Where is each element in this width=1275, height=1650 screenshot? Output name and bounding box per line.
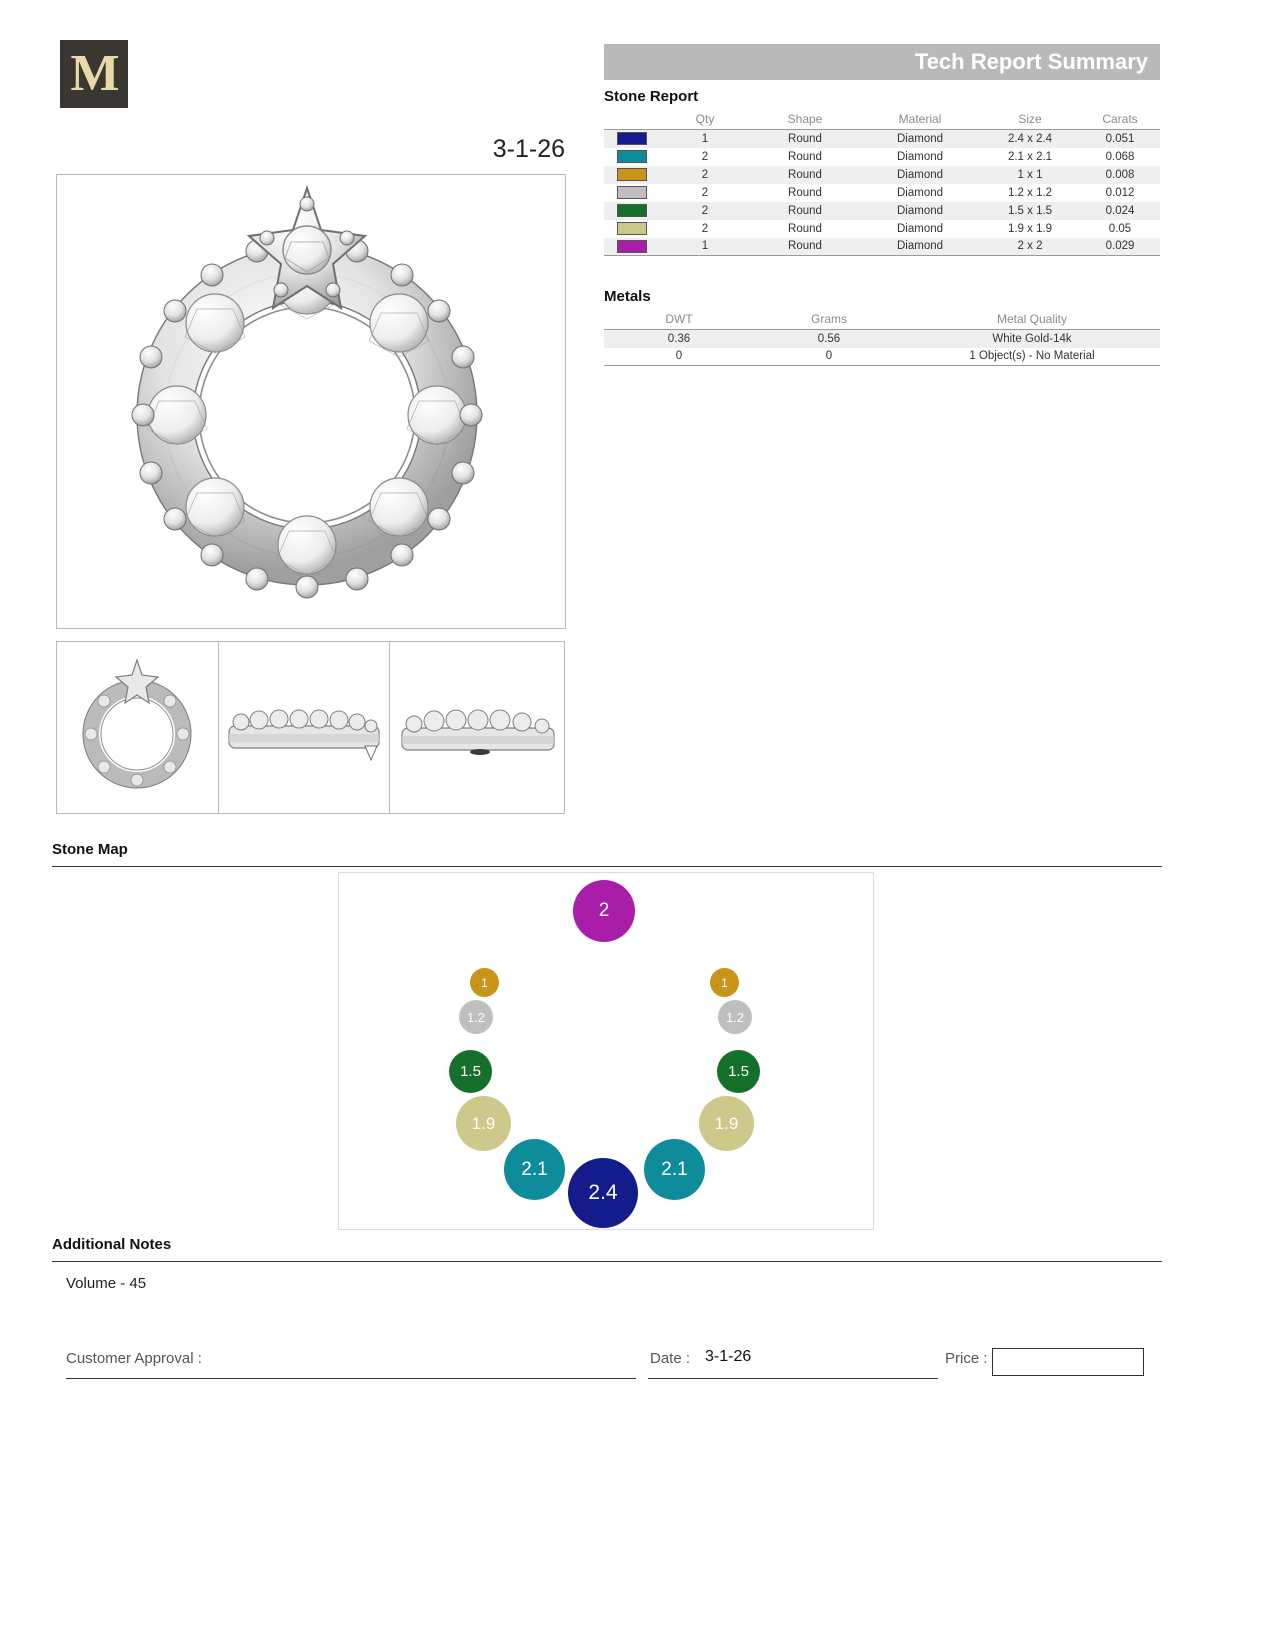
metal-quality: 1 Object(s) - No Material xyxy=(904,348,1160,366)
stone-qty: 2 xyxy=(701,186,709,199)
stone-color-swatch-cell xyxy=(604,220,660,238)
thumbnail-front-view xyxy=(56,641,219,814)
stone-qty: 2 xyxy=(701,204,709,217)
stone-size: 1.2 x 1.2 xyxy=(1007,186,1053,199)
table-row xyxy=(604,330,1160,348)
price-input[interactable] xyxy=(992,1348,1144,1376)
thumb-side1-svg xyxy=(219,642,389,813)
brand-logo xyxy=(60,40,128,108)
stone-shape: Round xyxy=(788,168,822,181)
stone-shape: Round xyxy=(788,204,822,217)
stone-map-dot: 1.2 xyxy=(459,1000,493,1034)
pendant-render xyxy=(57,175,565,628)
stone-color-swatch xyxy=(617,240,647,253)
stone-carats: 0.008 xyxy=(1105,168,1135,181)
stone-map-dot: 2.4 xyxy=(568,1158,638,1228)
col-color xyxy=(604,110,660,130)
col-dwt: DWT xyxy=(604,310,754,330)
stone-qty: 2 xyxy=(701,168,709,181)
additional-notes-text: Volume - 45 xyxy=(66,1275,147,1292)
stone-map-dot: 1.2 xyxy=(718,1000,752,1034)
stone-table-header-row xyxy=(604,110,1160,130)
stone-qty: 2 xyxy=(701,150,709,163)
stone-table-head xyxy=(604,110,1160,130)
date-label: Date : xyxy=(650,1350,691,1367)
customer-approval-line[interactable] xyxy=(66,1378,636,1379)
stone-table-body xyxy=(604,130,1160,256)
stone-material: Diamond xyxy=(860,238,980,256)
stone-material: Diamond xyxy=(896,150,944,163)
stone-color-swatch xyxy=(617,150,647,163)
stone-size: 2.4 x 2.4 xyxy=(1007,132,1053,145)
col-metal-quality: Metal Quality xyxy=(904,310,1160,330)
stone-color-swatch-cell xyxy=(604,130,660,148)
stone-carats: 0.051 xyxy=(1105,132,1135,145)
logo-letter: M xyxy=(70,45,118,102)
stone-color-swatch-cell xyxy=(604,202,660,220)
stone-map-dot: 2.1 xyxy=(504,1139,565,1200)
date-line[interactable] xyxy=(648,1378,938,1379)
metal-grams: 0.56 xyxy=(817,332,841,345)
stone-color-swatch-cell xyxy=(604,184,660,202)
stone-qty: 1 xyxy=(660,238,750,256)
stone-material: Diamond xyxy=(896,132,944,145)
stone-map-diagram xyxy=(338,872,874,1230)
stone-qty: 1 xyxy=(701,132,709,145)
col-shape: Shape xyxy=(750,110,860,130)
table-row xyxy=(604,184,1160,202)
main-product-image xyxy=(56,174,566,629)
style-number: 3-1-26 xyxy=(492,135,565,163)
stone-shape: Round xyxy=(788,150,822,163)
table-row xyxy=(604,130,1160,148)
stone-map-dot: 1.9 xyxy=(699,1096,754,1151)
stone-size: 2.1 x 2.1 xyxy=(1007,150,1053,163)
date-value: 3-1-26 xyxy=(705,1348,752,1365)
stone-shape: Round xyxy=(788,186,822,199)
stone-carats: 0.029 xyxy=(1080,238,1160,256)
col-carats: Carats xyxy=(1080,110,1160,130)
stone-material: Diamond xyxy=(896,186,944,199)
customer-approval-label: Customer Approval : xyxy=(66,1350,202,1367)
metal-quality: White Gold-14k xyxy=(992,332,1072,345)
metal-grams: 0 xyxy=(754,348,904,366)
stone-shape: Round xyxy=(788,222,822,235)
table-row xyxy=(604,166,1160,184)
stone-map-dot: 2.1 xyxy=(644,1139,705,1200)
stone-color-swatch xyxy=(617,132,647,145)
stone-report-table xyxy=(604,110,1160,256)
stone-report-heading: Stone Report xyxy=(604,88,699,105)
stone-shape: Round xyxy=(750,238,860,256)
stone-color-swatch-cell xyxy=(604,166,660,184)
stone-color-swatch-cell xyxy=(604,148,660,166)
stone-color-swatch xyxy=(617,168,647,181)
table-row xyxy=(604,238,1160,256)
price-label: Price : xyxy=(945,1350,988,1367)
stone-map-dot: 2 xyxy=(573,880,635,942)
stone-material: Diamond xyxy=(896,168,944,181)
stone-size: 1.9 x 1.9 xyxy=(1007,222,1053,235)
table-row xyxy=(604,202,1160,220)
stone-color-swatch xyxy=(617,186,647,199)
table-row xyxy=(604,348,1160,366)
metals-header-row xyxy=(604,310,1160,330)
stone-carats: 0.012 xyxy=(1105,186,1135,199)
stone-map-heading: Stone Map xyxy=(52,841,128,858)
stone-size: 1 x 1 xyxy=(1017,168,1043,181)
col-material: Material xyxy=(860,110,980,130)
stone-map-dot: 1.5 xyxy=(449,1050,492,1093)
stone-map-dot: 1.9 xyxy=(456,1096,511,1151)
metal-dwt: 0 xyxy=(604,348,754,366)
stone-qty: 2 xyxy=(701,222,709,235)
stone-map-dot: 1.5 xyxy=(717,1050,760,1093)
col-grams: Grams xyxy=(754,310,904,330)
stone-shape: Round xyxy=(788,132,822,145)
stone-color-swatch-cell xyxy=(604,238,660,256)
additional-notes-divider xyxy=(52,1261,1162,1262)
stone-carats: 0.05 xyxy=(1108,222,1132,235)
stone-size: 1.5 x 1.5 xyxy=(1007,204,1053,217)
thumb-side2-svg xyxy=(390,642,564,813)
stone-material: Diamond xyxy=(896,204,944,217)
metals-table-head xyxy=(604,310,1160,330)
col-qty: Qty xyxy=(660,110,750,130)
stone-map-divider xyxy=(52,866,1162,867)
additional-notes-heading: Additional Notes xyxy=(52,1236,172,1253)
metal-dwt: 0.36 xyxy=(667,332,691,345)
tech-report-title: Tech Report Summary xyxy=(914,49,1148,74)
stone-map-dot: 1 xyxy=(470,968,499,997)
thumbnail-side-view-2 xyxy=(389,641,565,814)
metals-table xyxy=(604,310,1160,366)
thumb-front-svg xyxy=(57,642,218,813)
stone-carats: 0.068 xyxy=(1105,150,1135,163)
thumbnail-side-view-1 xyxy=(218,641,390,814)
stone-material: Diamond xyxy=(896,222,944,235)
thumbnail-row xyxy=(56,641,566,814)
stone-color-swatch xyxy=(617,204,647,217)
stone-carats: 0.024 xyxy=(1105,204,1135,217)
stone-color-swatch xyxy=(617,222,647,235)
stone-size: 2 x 2 xyxy=(980,238,1080,256)
metals-heading: Metals xyxy=(604,288,651,305)
col-size: Size xyxy=(980,110,1080,130)
table-row xyxy=(604,148,1160,166)
tech-report-header xyxy=(604,44,1160,80)
table-row xyxy=(604,220,1160,238)
metals-table-body xyxy=(604,330,1160,366)
stone-map-dot: 1 xyxy=(710,968,739,997)
